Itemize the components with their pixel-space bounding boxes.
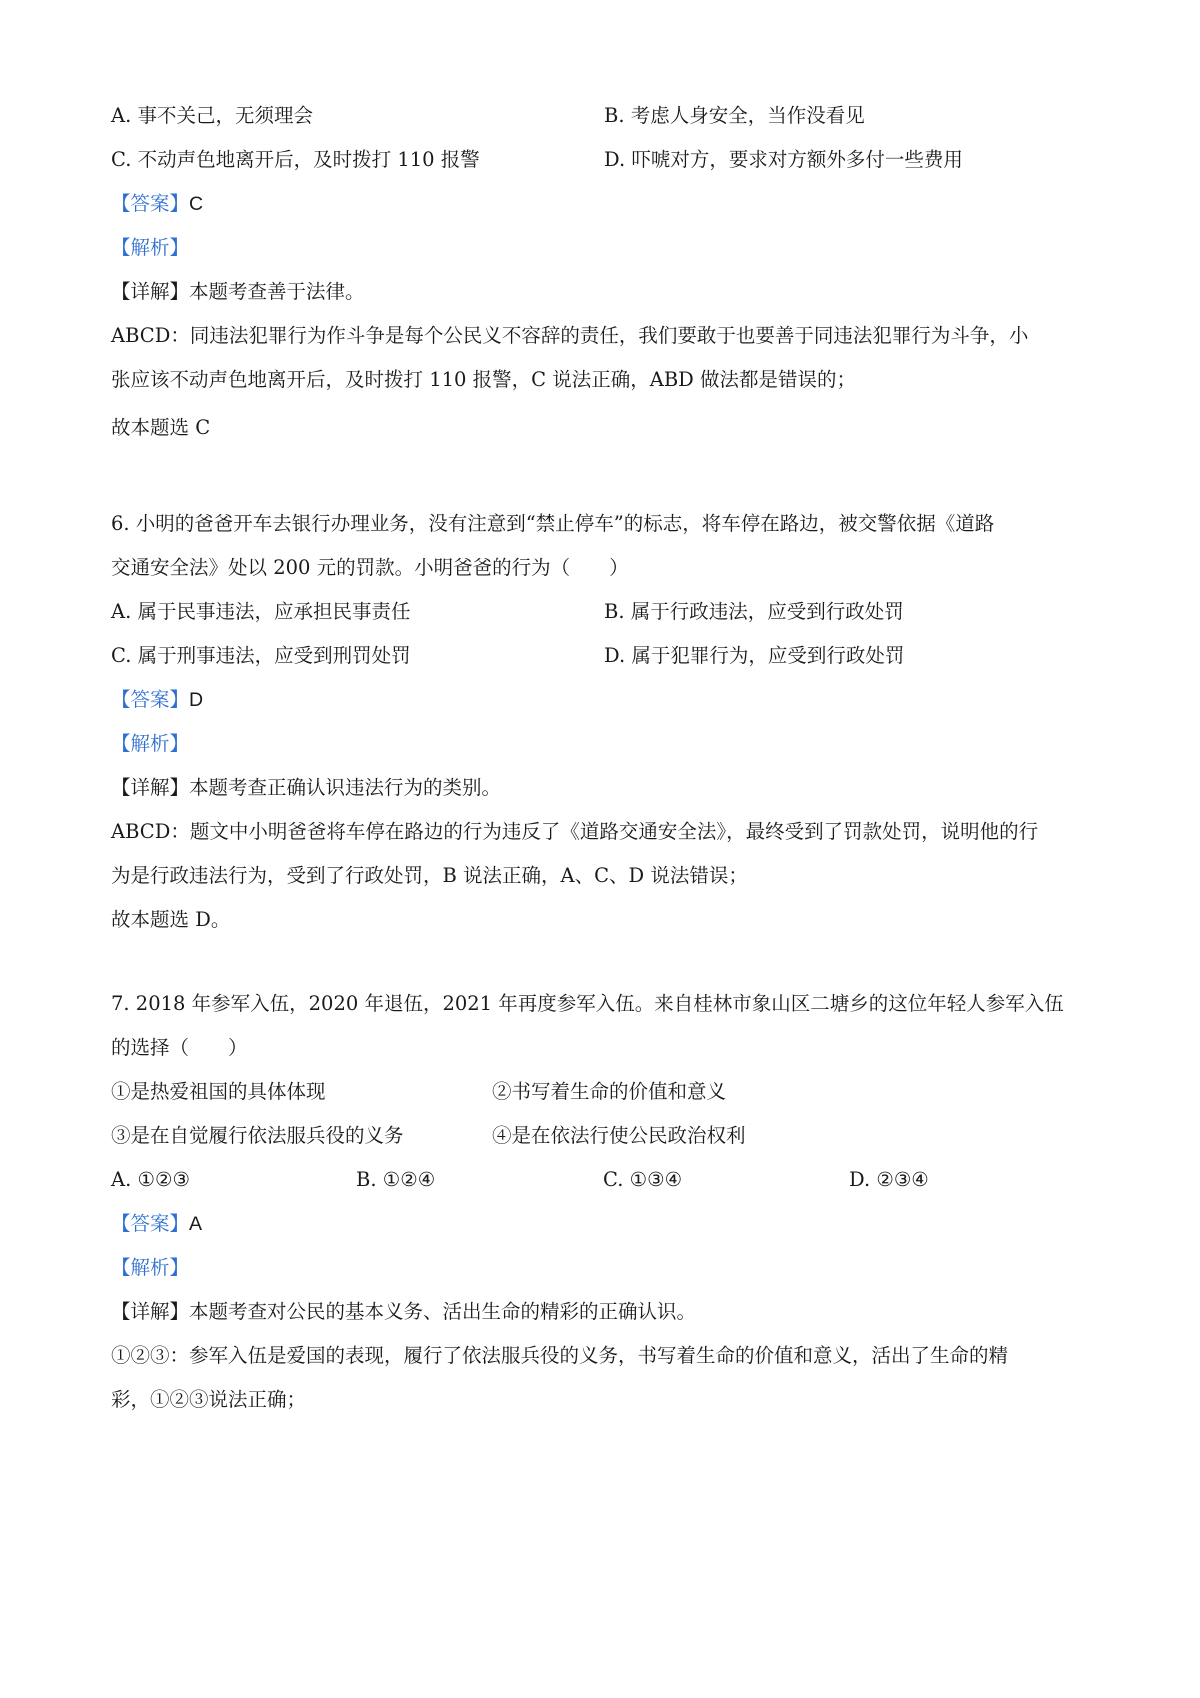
- q7-explanation-line-2: 彩，①②③说法正确；: [111, 1388, 307, 1411]
- q6-stem-line-2: 交通安全法》处以 200 元的罚款。小明爸爸的行为（ ）: [111, 556, 629, 579]
- q7-statement-3: ③是在自觉履行依法服兵役的义务: [111, 1124, 404, 1147]
- q6-detail: 【详解】本题考查正确认识违法行为的类别。: [111, 776, 502, 799]
- q7-analysis-tag: 【解析】: [111, 1256, 190, 1279]
- answer-tag: 【答案】: [111, 192, 190, 215]
- q6-option-d: D. 属于犯罪行为，应受到行政处罚: [604, 644, 905, 667]
- q5-explanation-line-2: 张应该不动声色地离开后，及时拨打 110 报警，C 说法正确，ABD 做法都是错误的；: [111, 368, 856, 391]
- q6-stem-line-1: 6. 小明的爸爸开车去银行办理业务，没有注意到“禁止停车”的标志，将车停在路边，被交警依据《道路: [111, 512, 995, 535]
- q7-choice-c: C. ①③④: [603, 1168, 683, 1191]
- answer-value: C: [189, 193, 204, 215]
- q5-option-b: B. 考虑人身安全，当作没看见: [604, 104, 865, 127]
- q7-choice-b: B. ①②④: [356, 1168, 436, 1191]
- q7-detail: 【详解】本题考查对公民的基本义务、活出生命的精彩的正确认识。: [111, 1300, 697, 1323]
- q5-option-a: A. 事不关己，无须理会: [111, 104, 313, 127]
- answer-tag: 【答案】: [111, 688, 190, 711]
- q6-option-a: A. 属于民事违法，应承担民事责任: [111, 600, 411, 623]
- q5-conclusion: 故本题选 C: [111, 416, 211, 439]
- q7-explanation-line-1: ①②③：参军入伍是爱国的表现，履行了依法服兵役的义务，书写着生命的价值和意义，活出了生命的精: [111, 1344, 1009, 1367]
- q5-answer: [111, 192, 203, 216]
- q7-choice-d: D. ②③④: [849, 1168, 929, 1191]
- answer-value: A: [189, 1213, 203, 1235]
- answer-tag: 【答案】: [111, 1212, 190, 1235]
- q6-explanation-line-2: 为是行政违法行为，受到了行政处罚，B 说法正确，A、C、D 说法错误；: [111, 864, 748, 887]
- answer-value: D: [189, 689, 204, 711]
- q6-answer: [111, 688, 203, 712]
- q7-stem-line-1: 7. 2018 年参军入伍，2020 年退伍，2021 年再度参军入伍。来自桂林市象山区二塘乡的这位年轻人参军入伍: [111, 992, 1064, 1015]
- q6-explanation-line-1: ABCD：题文中小明爸爸将车停在路边的行为违反了《道路交通安全法》，最终受到了罚款处罚，说明他的行: [111, 820, 1039, 843]
- q6-option-c: C. 属于刑事违法，应受到刑罚处罚: [111, 644, 411, 667]
- q7-stem-line-2: 的选择（ ）: [111, 1036, 248, 1059]
- q5-detail: 【详解】本题考查善于法律。: [111, 280, 365, 303]
- q6-analysis-tag: 【解析】: [111, 732, 190, 755]
- q6-conclusion: 故本题选 D。: [111, 908, 231, 931]
- q7-statement-4: ④是在依法行使公民政治权利: [492, 1124, 746, 1147]
- q5-option-c: C. 不动声色地离开后，及时拨打 110 报警: [111, 148, 480, 171]
- q7-choice-a: A. ①②③: [111, 1168, 190, 1191]
- q7-statement-1: ①是热爱祖国的具体体现: [111, 1080, 326, 1103]
- q5-analysis-tag: 【解析】: [111, 236, 190, 259]
- q7-answer: [111, 1212, 202, 1236]
- q5-explanation-line-1: ABCD：同违法犯罪行为作斗争是每个公民义不容辞的责任，我们要敢于也要善于同违法犯罪行为斗争，小: [111, 324, 1029, 347]
- q7-statement-2: ②书写着生命的价值和意义: [492, 1080, 727, 1103]
- q5-option-d: D. 吓唬对方，要求对方额外多付一些费用: [604, 148, 963, 171]
- q6-option-b: B. 属于行政违法，应受到行政处罚: [604, 600, 904, 623]
